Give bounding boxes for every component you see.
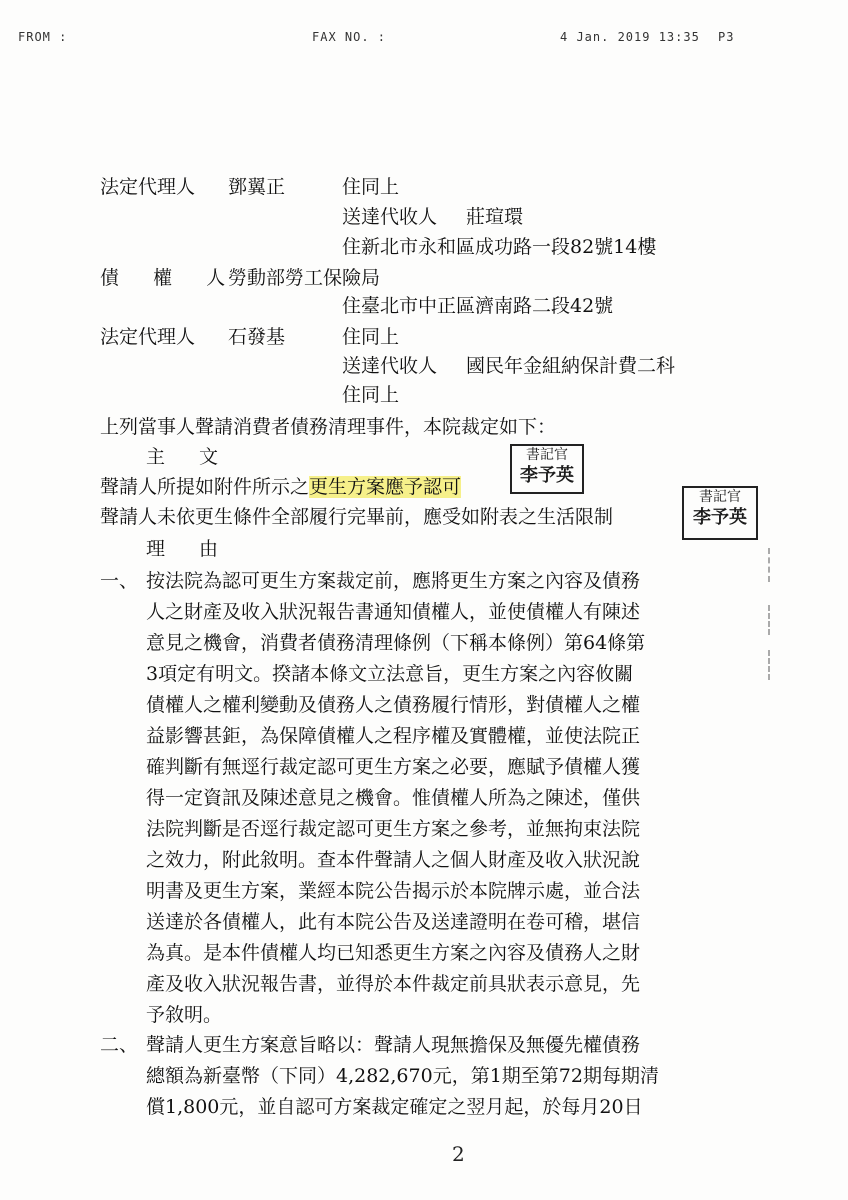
reason1-line: 明書及更生方案，業經本院公告揭示於本院牌示處，並合法 — [146, 880, 641, 902]
rep2-name: 石發基 — [228, 326, 286, 348]
reason1-line: 確判斷有無逕行裁定認可更生方案之必要，應賦予債權人獲 — [146, 756, 641, 778]
clerk-stamp-margin — [682, 486, 758, 540]
agent1-name: 莊瑄環 — [466, 206, 524, 228]
reason1-marker: 一、 — [100, 570, 139, 592]
main-text-line2: 聲請人未依更生條件全部履行完畢前，應受如附表之生活限制 — [100, 506, 614, 528]
reason1-line: 按法院為認可更生方案裁定前，應將更生方案之內容及債務 — [146, 570, 641, 592]
main-text-line1 — [100, 478, 461, 497]
reason1-line: 益影響甚鉅，為保障債權人之程序權及實體權，並使法院正 — [146, 725, 641, 747]
reason1-line: 意見之機會，消費者債務清理條例（下稱本條例）第64條第 — [146, 632, 646, 654]
rep1-address: 住同上 — [342, 176, 400, 198]
perforation-mark — [768, 605, 770, 635]
reason2-line: 總額為新臺幣（下同）4,282,670元，第1期至第72期每期清 — [146, 1065, 659, 1087]
rep2-address: 住同上 — [342, 326, 400, 348]
creditor-label: 債 權 人 — [100, 267, 240, 289]
fax-page: P3 — [718, 30, 735, 44]
fax-from: FROM : — [18, 30, 68, 44]
reason1-line: 債權人之權利變動及債務人之債務履行情形，對債權人之權 — [146, 694, 641, 716]
agent2-address: 住同上 — [342, 384, 400, 406]
reason-heading: 理 由 — [146, 538, 233, 560]
agent2-name: 國民年金組納保計費二科 — [466, 355, 676, 377]
creditor-address: 住臺北市中正區濟南路二段42號 — [342, 295, 614, 317]
perforation-mark — [768, 650, 770, 680]
agent1-address: 住新北市永和區成功路一段82號14樓 — [342, 236, 657, 258]
reason2-line: 聲請人更生方案意旨略以：聲請人現無擔保及無優先權債務 — [146, 1034, 641, 1056]
clerk-stamp-margin-name: 李予英 — [693, 507, 747, 528]
fax-datetime: 4 Jan. 2019 13:35 — [560, 30, 700, 44]
reason2-marker: 二、 — [100, 1034, 139, 1056]
reason1-line: 之效力，附此敘明。查本件聲請人之個人財產及收入狀況說 — [146, 849, 641, 871]
rep1-name: 鄧翼正 — [228, 176, 286, 198]
agent2-label: 送達代收人 — [342, 355, 438, 377]
clerk-stamp — [510, 444, 584, 494]
ruling-intro: 上列當事人聲請消費者債務清理事件，本院裁定如下： — [100, 416, 557, 438]
reason1-line: 得一定資訊及陳述意見之機會。惟債權人所為之陳述，僅供 — [146, 787, 641, 809]
main-text-highlight: 更生方案應予認可 — [309, 476, 462, 498]
main-text-line1-prefix: 聲請人所提如附件所示之 — [100, 476, 310, 498]
creditor-name: 勞動部勞工保險局 — [228, 267, 381, 289]
reason1-line: 人之財產及收入狀況報告書通知債權人，並使債權人有陳述 — [146, 601, 641, 623]
reason1-line: 法院判斷是否逕行裁定認可更生方案之參考，並無拘束法院 — [146, 818, 641, 840]
reason1-line: 為真。是本件債權人均已知悉更生方案之內容及債務人之財 — [146, 942, 641, 964]
reason1-line: 予敘明。 — [146, 1004, 223, 1026]
page-number: 2 — [452, 1142, 465, 1166]
main-heading: 主 文 — [146, 446, 233, 468]
rep1-label: 法定代理人 — [100, 176, 196, 198]
rep2-label: 法定代理人 — [100, 326, 196, 348]
agent1-label: 送達代收人 — [342, 206, 438, 228]
clerk-stamp-name: 李予英 — [520, 465, 574, 486]
reason1-line: 產及收入狀況報告書，並得於本件裁定前具狀表示意見，先 — [146, 973, 641, 995]
fax-number: FAX NO. : — [312, 30, 387, 44]
reason2-line: 償1,800元，並自認可方案裁定確定之翌月起，於每月20日 — [146, 1096, 643, 1118]
reason1-line: 3項定有明文。揆諸本條文立法意旨，更生方案之內容攸關 — [146, 663, 634, 685]
clerk-stamp-margin-title: 書記官 — [699, 489, 741, 505]
perforation-mark — [768, 548, 770, 582]
reason1-line: 送達於各債權人，此有本院公告及送達證明在卷可稽，堪信 — [146, 911, 641, 933]
clerk-stamp-title: 書記官 — [526, 447, 568, 463]
